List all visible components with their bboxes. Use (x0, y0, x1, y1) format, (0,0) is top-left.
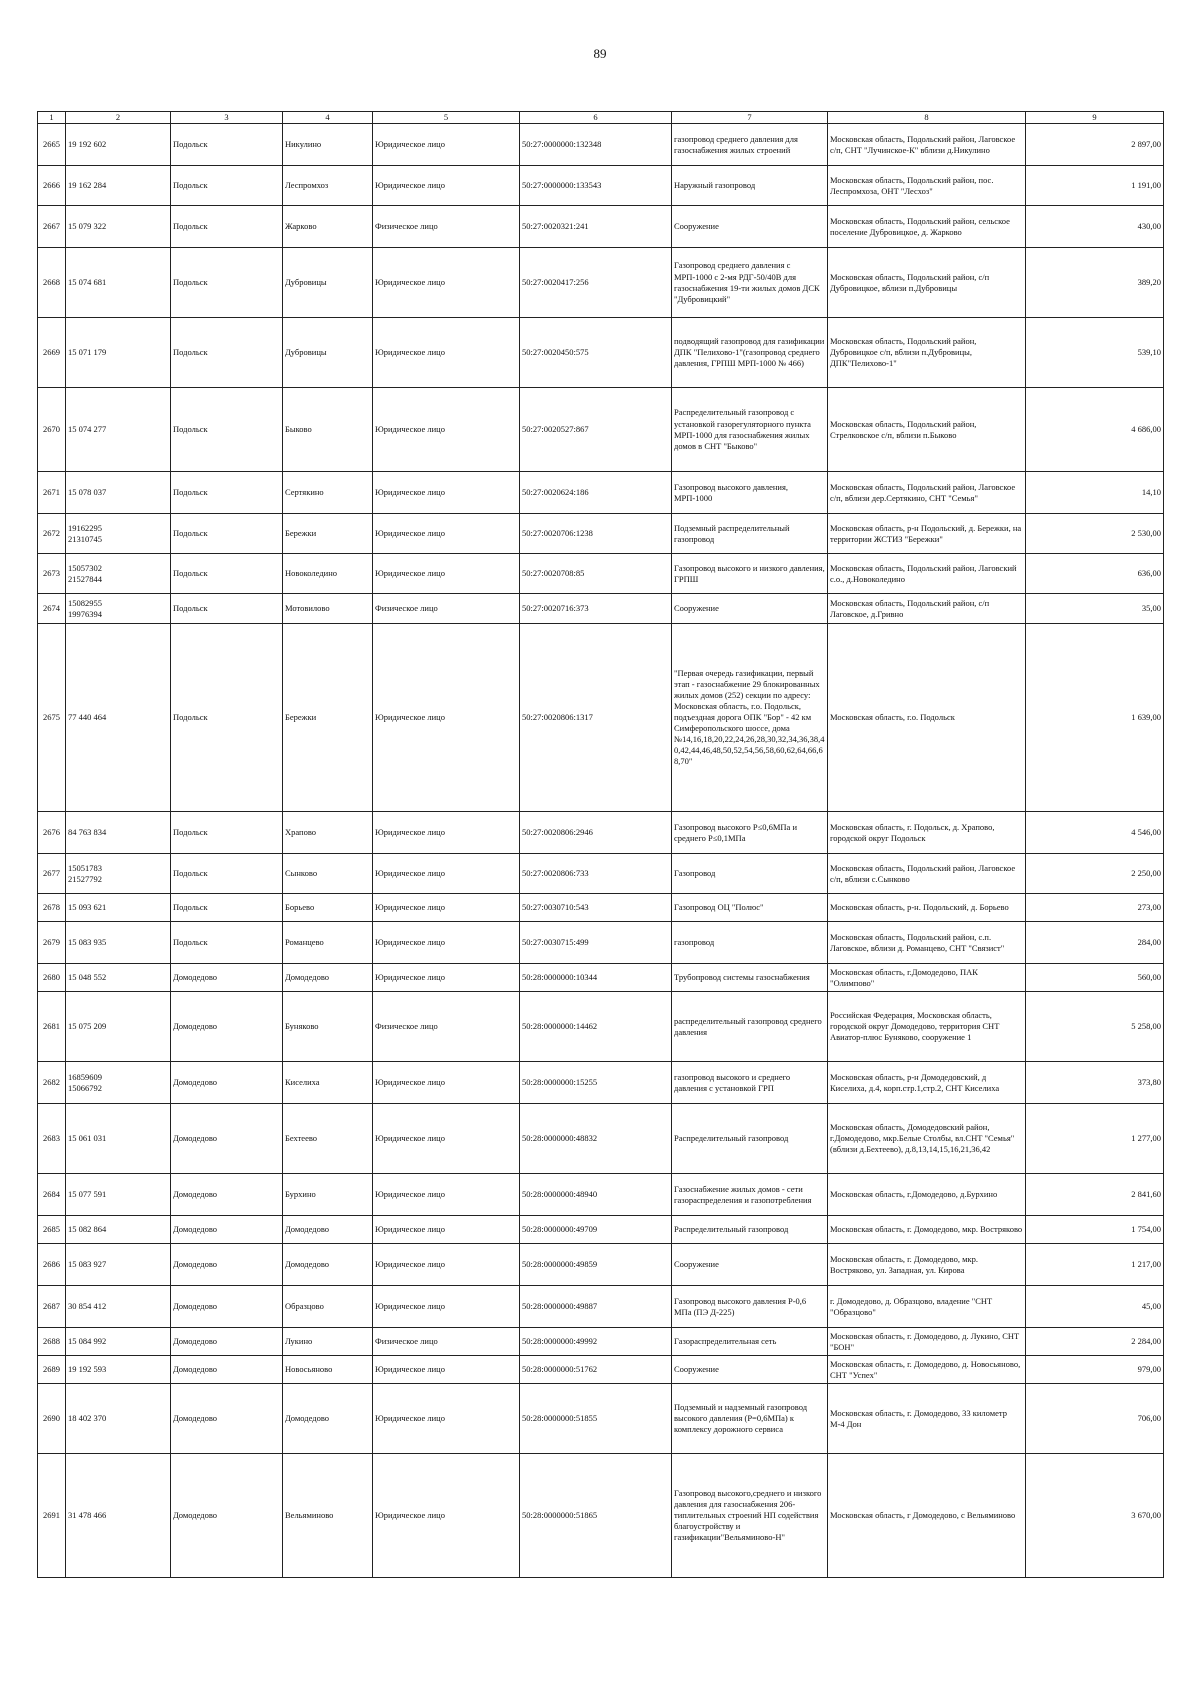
value-cell: 3 670,00 (1026, 1454, 1164, 1578)
code-cell: 15 074 277 (66, 388, 171, 472)
address-cell: Московская область, Подольский район, с/п Дубровицкое, вблизи п.Дубровицы (828, 248, 1026, 318)
district-cell: Подольск (171, 514, 283, 554)
code-cell: 15 061 031 (66, 1104, 171, 1174)
owner-type-cell: Юридическое лицо (373, 922, 520, 964)
object-description-cell: Сооружение (672, 1356, 828, 1384)
object-description-cell: Распределительный газопровод с установкой газорегуляторного пункта МРП-1000 для газоснабжения жилых домов в СНТ "Быково" (672, 388, 828, 472)
cadastral-number-cell: 50:28:0000000:51855 (520, 1384, 672, 1454)
locality-cell: Бережки (283, 514, 373, 554)
district-cell: Домодедово (171, 992, 283, 1062)
code-cell: 15 048 552 (66, 964, 171, 992)
owner-type-cell: Юридическое лицо (373, 1384, 520, 1454)
row-number: 2688 (38, 1328, 66, 1356)
code-cell: 15057302 21527844 (66, 554, 171, 594)
locality-cell: Домодедово (283, 1216, 373, 1244)
column-header: 2 (66, 112, 171, 124)
object-description-cell: Распределительный газопровод (672, 1216, 828, 1244)
table-row (38, 964, 1164, 992)
owner-type-cell: Юридическое лицо (373, 318, 520, 388)
row-number: 2679 (38, 922, 66, 964)
locality-cell: Буняково (283, 992, 373, 1062)
row-number: 2689 (38, 1356, 66, 1384)
value-cell: 4 546,00 (1026, 812, 1164, 854)
table-row (38, 1454, 1164, 1578)
address-cell: Московская область, г. Домодедово, мкр. Востряково, ул. Западная, ул. Кирова (828, 1244, 1026, 1286)
district-cell: Подольск (171, 388, 283, 472)
table-row (38, 894, 1164, 922)
district-cell: Подольск (171, 594, 283, 624)
column-header: 7 (672, 112, 828, 124)
table-row (38, 248, 1164, 318)
value-cell: 1 754,00 (1026, 1216, 1164, 1244)
cadastral-number-cell: 50:28:0000000:49709 (520, 1216, 672, 1244)
address-cell: Московская область, г. Подольск, д. Храпово, городской округ Подольск (828, 812, 1026, 854)
column-header: 3 (171, 112, 283, 124)
cadastral-number-cell: 50:27:0020450:575 (520, 318, 672, 388)
cadastral-number-cell: 50:27:0020806:2946 (520, 812, 672, 854)
table-row (38, 166, 1164, 206)
cadastral-number-cell: 50:27:0020321:241 (520, 206, 672, 248)
row-number: 2686 (38, 1244, 66, 1286)
cadastral-number-cell: 50:27:0020806:1317 (520, 624, 672, 812)
row-number: 2691 (38, 1454, 66, 1578)
district-cell: Подольск (171, 472, 283, 514)
locality-cell: Лукино (283, 1328, 373, 1356)
object-description-cell: "Первая очередь газификации, первый этап - газоснабжение 29 блокированных жилых домов (252) секции по адресу: Московская область, г.о. Подольск, подъездная дорога ОПК "Бор" - 42 км Симферопольского шоссе, дома №14,16,18,20,22,24,26,28,30,32,34,36,38,40,42,44,46,48,50,52,54,56,58,60,62,64,66,68,70" (672, 624, 828, 812)
value-cell: 5 258,00 (1026, 992, 1164, 1062)
table-row (38, 1216, 1164, 1244)
cadastral-number-cell: 50:27:0020527:867 (520, 388, 672, 472)
row-number: 2668 (38, 248, 66, 318)
row-number: 2677 (38, 854, 66, 894)
code-cell: 15 093 621 (66, 894, 171, 922)
row-number: 2667 (38, 206, 66, 248)
cadastral-number-cell: 50:27:0020708:85 (520, 554, 672, 594)
cadastral-number-cell: 50:27:0000000:132348 (520, 124, 672, 166)
district-cell: Домодедово (171, 1174, 283, 1216)
object-description-cell: Газопровод ОЦ "Полюс" (672, 894, 828, 922)
code-cell: 18 402 370 (66, 1384, 171, 1454)
cadastral-number-cell: 50:27:0020706:1238 (520, 514, 672, 554)
address-cell: г. Домодедово, д. Образцово, владение "СНТ "Образцово" (828, 1286, 1026, 1328)
address-cell: Московская область, г. Домодедово, 33 километр М-4 Дон (828, 1384, 1026, 1454)
value-cell: 2 841,60 (1026, 1174, 1164, 1216)
value-cell: 373,80 (1026, 1062, 1164, 1104)
district-cell: Домодедово (171, 1454, 283, 1578)
code-cell: 15 075 209 (66, 992, 171, 1062)
value-cell: 389,20 (1026, 248, 1164, 318)
table-row (38, 992, 1164, 1062)
object-description-cell: Распределительный газопровод (672, 1104, 828, 1174)
address-cell: Российская Федерация, Московская область, городской округ Домодедово, территория СНТ Авиатор-плюс Буняково, сооружение 1 (828, 992, 1026, 1062)
cadastral-number-cell: 50:27:0020716:373 (520, 594, 672, 624)
locality-cell: Сертякино (283, 472, 373, 514)
object-description-cell: Газопровод высокого Р≤0,6МПа и среднего Р≤0,1МПа (672, 812, 828, 854)
code-cell: 19 192 593 (66, 1356, 171, 1384)
district-cell: Домодедово (171, 1286, 283, 1328)
cadastral-number-cell: 50:27:0020806:733 (520, 854, 672, 894)
cadastral-number-cell: 50:27:0030710:543 (520, 894, 672, 922)
owner-type-cell: Юридическое лицо (373, 514, 520, 554)
code-cell: 16859609 15066792 (66, 1062, 171, 1104)
table-row (38, 472, 1164, 514)
table-row (38, 388, 1164, 472)
row-number: 2673 (38, 554, 66, 594)
district-cell: Подольск (171, 812, 283, 854)
address-cell: Московская область, р-н Домодедовский, д Киселиха, д.4, корп.стр.1,стр.2, СНТ Киселиха (828, 1062, 1026, 1104)
value-cell: 560,00 (1026, 964, 1164, 992)
locality-cell: Леспромхоз (283, 166, 373, 206)
code-cell: 15 074 681 (66, 248, 171, 318)
table-row (38, 922, 1164, 964)
value-cell: 45,00 (1026, 1286, 1164, 1328)
code-cell: 15 078 037 (66, 472, 171, 514)
object-description-cell: Газопровод среднего давления с МРП-1000 с 2-мя РДГ-50/40В для газоснабжения 19-ти жилых домов ДСК "Дубровицкий" (672, 248, 828, 318)
address-cell: Московская область, Подольский район, Стрелковское с/п, вблизи п.Быково (828, 388, 1026, 472)
row-number: 2681 (38, 992, 66, 1062)
table-row (38, 1328, 1164, 1356)
locality-cell: Жарково (283, 206, 373, 248)
row-number: 2669 (38, 318, 66, 388)
district-cell: Домодедово (171, 1328, 283, 1356)
value-cell: 14,10 (1026, 472, 1164, 514)
code-cell: 31 478 466 (66, 1454, 171, 1578)
row-number: 2685 (38, 1216, 66, 1244)
code-cell: 84 763 834 (66, 812, 171, 854)
owner-type-cell: Юридическое лицо (373, 1174, 520, 1216)
address-cell: Московская область, г.Домодедово, д.Бурхино (828, 1174, 1026, 1216)
cadastral-number-cell: 50:27:0030715:499 (520, 922, 672, 964)
registry-table (37, 111, 1164, 1578)
table-row (38, 1062, 1164, 1104)
row-number: 2684 (38, 1174, 66, 1216)
value-cell: 284,00 (1026, 922, 1164, 964)
object-description-cell: Газопровод (672, 854, 828, 894)
code-cell: 19 192 602 (66, 124, 171, 166)
object-description-cell: Подземный распределительный газопровод (672, 514, 828, 554)
code-cell: 15 084 992 (66, 1328, 171, 1356)
cadastral-number-cell: 50:28:0000000:49887 (520, 1286, 672, 1328)
address-cell: Московская область, Подольский район, Лаговское с/п, вблизи дер.Сертякино, СНТ "Семья" (828, 472, 1026, 514)
column-header: 9 (1026, 112, 1164, 124)
address-cell: Московская область, Подольский район, Лаговское с/п, вблизи с.Сынково (828, 854, 1026, 894)
table-row (38, 318, 1164, 388)
district-cell: Подольск (171, 854, 283, 894)
cadastral-number-cell: 50:28:0000000:51762 (520, 1356, 672, 1384)
locality-cell: Дубровицы (283, 248, 373, 318)
code-cell: 15 077 591 (66, 1174, 171, 1216)
cadastral-number-cell: 50:27:0020417:256 (520, 248, 672, 318)
table-row (38, 624, 1164, 812)
row-number: 2687 (38, 1286, 66, 1328)
district-cell: Домодедово (171, 964, 283, 992)
locality-cell: Мотовилово (283, 594, 373, 624)
value-cell: 35,00 (1026, 594, 1164, 624)
owner-type-cell: Юридическое лицо (373, 1454, 520, 1578)
district-cell: Подольск (171, 124, 283, 166)
address-cell: Московская область, р-н Подольский, д. Бережки, на территории ЖСТИЗ "Бережки" (828, 514, 1026, 554)
row-number: 2690 (38, 1384, 66, 1454)
object-description-cell: распределительный газопровод среднего давления (672, 992, 828, 1062)
object-description-cell: подводящий газопровод для газификации ДПК "Пелихово-1"(газопровод среднего давления, ГРПШ МРП-1000 № 466) (672, 318, 828, 388)
code-cell: 77 440 464 (66, 624, 171, 812)
table-row (38, 594, 1164, 624)
table-row (38, 1356, 1164, 1384)
locality-cell: Образцово (283, 1286, 373, 1328)
row-number: 2676 (38, 812, 66, 854)
owner-type-cell: Физическое лицо (373, 594, 520, 624)
table-row (38, 1286, 1164, 1328)
address-cell: Московская область, г.о. Подольск (828, 624, 1026, 812)
code-cell: 15082955 19976394 (66, 594, 171, 624)
locality-cell: Новосьяново (283, 1356, 373, 1384)
code-cell: 15 083 927 (66, 1244, 171, 1286)
table-row (38, 206, 1164, 248)
value-cell: 430,00 (1026, 206, 1164, 248)
row-number: 2674 (38, 594, 66, 624)
value-cell: 636,00 (1026, 554, 1164, 594)
owner-type-cell: Юридическое лицо (373, 124, 520, 166)
object-description-cell: Газопровод высокого и низкого давления, ГРПШ (672, 554, 828, 594)
locality-cell: Храпово (283, 812, 373, 854)
cadastral-number-cell: 50:28:0000000:49859 (520, 1244, 672, 1286)
district-cell: Подольск (171, 248, 283, 318)
owner-type-cell: Юридическое лицо (373, 166, 520, 206)
value-cell: 1 639,00 (1026, 624, 1164, 812)
address-cell: Московская область, Подольский район, с/п Лаговское, д.Гривно (828, 594, 1026, 624)
object-description-cell: Подземный и надземный газопровод высокого давления (Р=0,6МПа) к комплексу дорожного сервиса (672, 1384, 828, 1454)
row-number: 2665 (38, 124, 66, 166)
object-description-cell: Наружный газопровод (672, 166, 828, 206)
value-cell: 706,00 (1026, 1384, 1164, 1454)
address-cell: Московская область, Подольский район, Лаговское с/п, СНТ "Лучинское-К" вблизи д.Никулино (828, 124, 1026, 166)
locality-cell: Домодедово (283, 964, 373, 992)
owner-type-cell: Юридическое лицо (373, 812, 520, 854)
locality-cell: Борьево (283, 894, 373, 922)
owner-type-cell: Физическое лицо (373, 206, 520, 248)
code-cell: 19 162 284 (66, 166, 171, 206)
owner-type-cell: Юридическое лицо (373, 1062, 520, 1104)
code-cell: 15 083 935 (66, 922, 171, 964)
object-description-cell: Сооружение (672, 206, 828, 248)
district-cell: Подольск (171, 894, 283, 922)
district-cell: Подольск (171, 554, 283, 594)
value-cell: 539,10 (1026, 318, 1164, 388)
locality-cell: Сынково (283, 854, 373, 894)
value-cell: 4 686,00 (1026, 388, 1164, 472)
table-row (38, 1384, 1164, 1454)
table-row (38, 514, 1164, 554)
row-number: 2682 (38, 1062, 66, 1104)
page-number: 89 (593, 46, 607, 61)
row-number: 2680 (38, 964, 66, 992)
object-description-cell: газопровод среднего давления для газоснабжения жилых строений (672, 124, 828, 166)
code-cell: 19162295 21310745 (66, 514, 171, 554)
owner-type-cell: Юридическое лицо (373, 964, 520, 992)
locality-cell: Киселиха (283, 1062, 373, 1104)
object-description-cell: Газораспределительная сеть (672, 1328, 828, 1356)
table-row (38, 812, 1164, 854)
district-cell: Домодедово (171, 1062, 283, 1104)
district-cell: Домодедово (171, 1104, 283, 1174)
district-cell: Домодедово (171, 1356, 283, 1384)
locality-cell: Романцево (283, 922, 373, 964)
code-cell: 15 079 322 (66, 206, 171, 248)
address-cell: Московская область, Подольский район, Лаговский с.о., д.Новоколедино (828, 554, 1026, 594)
value-cell: 273,00 (1026, 894, 1164, 922)
row-number: 2672 (38, 514, 66, 554)
owner-type-cell: Юридическое лицо (373, 894, 520, 922)
cadastral-number-cell: 50:28:0000000:48832 (520, 1104, 672, 1174)
cadastral-number-cell: 50:28:0000000:51865 (520, 1454, 672, 1578)
district-cell: Подольск (171, 318, 283, 388)
district-cell: Подольск (171, 624, 283, 812)
row-number: 2670 (38, 388, 66, 472)
owner-type-cell: Юридическое лицо (373, 854, 520, 894)
cadastral-number-cell: 50:28:0000000:15255 (520, 1062, 672, 1104)
locality-cell: Быково (283, 388, 373, 472)
address-cell: Московская область, г. Домодедово, д. Лукино, СНТ "БОН" (828, 1328, 1026, 1356)
district-cell: Подольск (171, 166, 283, 206)
code-cell: 15 071 179 (66, 318, 171, 388)
code-cell: 15051783 21527792 (66, 854, 171, 894)
address-cell: Московская область, г Домодедово, с Вельяминово (828, 1454, 1026, 1578)
address-cell: Московская область, г.Домодедово, ПАК "Олимпово" (828, 964, 1026, 992)
owner-type-cell: Юридическое лицо (373, 1104, 520, 1174)
locality-cell: Бурхино (283, 1174, 373, 1216)
value-cell: 2 530,00 (1026, 514, 1164, 554)
district-cell: Домодедово (171, 1216, 283, 1244)
district-cell: Домодедово (171, 1244, 283, 1286)
address-cell: Московская область, Подольский район, с.п. Лаговское, вблизи д. Романцево, СНТ "Связист" (828, 922, 1026, 964)
cadastral-number-cell: 50:28:0000000:14462 (520, 992, 672, 1062)
table-row (38, 1104, 1164, 1174)
row-number: 2678 (38, 894, 66, 922)
locality-cell: Дубровицы (283, 318, 373, 388)
owner-type-cell: Юридическое лицо (373, 472, 520, 514)
value-cell: 2 284,00 (1026, 1328, 1164, 1356)
object-description-cell: газопровод высокого и среднего давления с установкой ГРП (672, 1062, 828, 1104)
cadastral-number-cell: 50:28:0000000:49992 (520, 1328, 672, 1356)
locality-cell: Бехтеево (283, 1104, 373, 1174)
cadastral-number-cell: 50:28:0000000:48940 (520, 1174, 672, 1216)
column-header: 5 (373, 112, 520, 124)
table-header-row (38, 112, 1164, 124)
address-cell: Московская область, Подольский район, пос. Леспромхоза, ОНТ "Лесхоз" (828, 166, 1026, 206)
cadastral-number-cell: 50:28:0000000:10344 (520, 964, 672, 992)
value-cell: 2 897,00 (1026, 124, 1164, 166)
row-number: 2671 (38, 472, 66, 514)
object-description-cell: Газоснабжение жилых домов - сети газораспределения и газопотребления (672, 1174, 828, 1216)
cadastral-number-cell: 50:27:0000000:133543 (520, 166, 672, 206)
column-header: 1 (38, 112, 66, 124)
column-header: 4 (283, 112, 373, 124)
object-description-cell: Трубопровод системы газоснабжения (672, 964, 828, 992)
address-cell: Московская область, г. Домодедово, д. Новосьяново, СНТ "Успех" (828, 1356, 1026, 1384)
value-cell: 1 217,00 (1026, 1244, 1164, 1286)
object-description-cell: газопровод (672, 922, 828, 964)
row-number: 2683 (38, 1104, 66, 1174)
owner-type-cell: Юридическое лицо (373, 388, 520, 472)
object-description-cell: Газопровод высокого давления Р-0,6 МПа (ПЭ Д-225) (672, 1286, 828, 1328)
code-cell: 15 082 864 (66, 1216, 171, 1244)
address-cell: Московская область, г. Домодедово, мкр. Востряково (828, 1216, 1026, 1244)
locality-cell: Домодедово (283, 1384, 373, 1454)
value-cell: 2 250,00 (1026, 854, 1164, 894)
owner-type-cell: Физическое лицо (373, 992, 520, 1062)
locality-cell: Бережки (283, 624, 373, 812)
owner-type-cell: Юридическое лицо (373, 1356, 520, 1384)
district-cell: Подольск (171, 922, 283, 964)
object-description-cell: Сооружение (672, 594, 828, 624)
object-description-cell: Сооружение (672, 1244, 828, 1286)
column-header: 6 (520, 112, 672, 124)
table-row (38, 1174, 1164, 1216)
address-cell: Московская область, Подольский район, сельское поселение Дубровицкое, д. Жарково (828, 206, 1026, 248)
owner-type-cell: Юридическое лицо (373, 1216, 520, 1244)
column-header: 8 (828, 112, 1026, 124)
object-description-cell: Газопровод высокого давления, МРП-1000 (672, 472, 828, 514)
owner-type-cell: Физическое лицо (373, 1328, 520, 1356)
row-number: 2675 (38, 624, 66, 812)
value-cell: 979,00 (1026, 1356, 1164, 1384)
row-number: 2666 (38, 166, 66, 206)
table-row (38, 124, 1164, 166)
table-row (38, 554, 1164, 594)
owner-type-cell: Юридическое лицо (373, 248, 520, 318)
locality-cell: Никулино (283, 124, 373, 166)
address-cell: Московская область, Домодедовский район, г.Домодедово, мкр.Белые Столбы, вл.СНТ "Семья" (вблизи д.Бехтеево), д.8,13,14,15,16,21,36,42 (828, 1104, 1026, 1174)
locality-cell: Вельяминово (283, 1454, 373, 1578)
code-cell: 30 854 412 (66, 1286, 171, 1328)
district-cell: Домодедово (171, 1384, 283, 1454)
value-cell: 1 191,00 (1026, 166, 1164, 206)
owner-type-cell: Юридическое лицо (373, 624, 520, 812)
locality-cell: Домодедово (283, 1244, 373, 1286)
table-body (38, 124, 1164, 1578)
table-row (38, 854, 1164, 894)
district-cell: Подольск (171, 206, 283, 248)
owner-type-cell: Юридическое лицо (373, 554, 520, 594)
value-cell: 1 277,00 (1026, 1104, 1164, 1174)
locality-cell: Новоколедино (283, 554, 373, 594)
address-cell: Московская область, Подольский район, Дубровицкое с/п, вблизи п.Дубровицы, ДПК"Пелихово-1" (828, 318, 1026, 388)
object-description-cell: Газопровод высокого,среднего и низкого давления для газоснабжения 206-типлительных строений НП содействия благоустройству и газификации"Вельяминово-Н" (672, 1454, 828, 1578)
address-cell: Московская область, р-н. Подольский, д. Борьево (828, 894, 1026, 922)
owner-type-cell: Юридическое лицо (373, 1244, 520, 1286)
cadastral-number-cell: 50:27:0020624:186 (520, 472, 672, 514)
owner-type-cell: Юридическое лицо (373, 1286, 520, 1328)
table-row (38, 1244, 1164, 1286)
